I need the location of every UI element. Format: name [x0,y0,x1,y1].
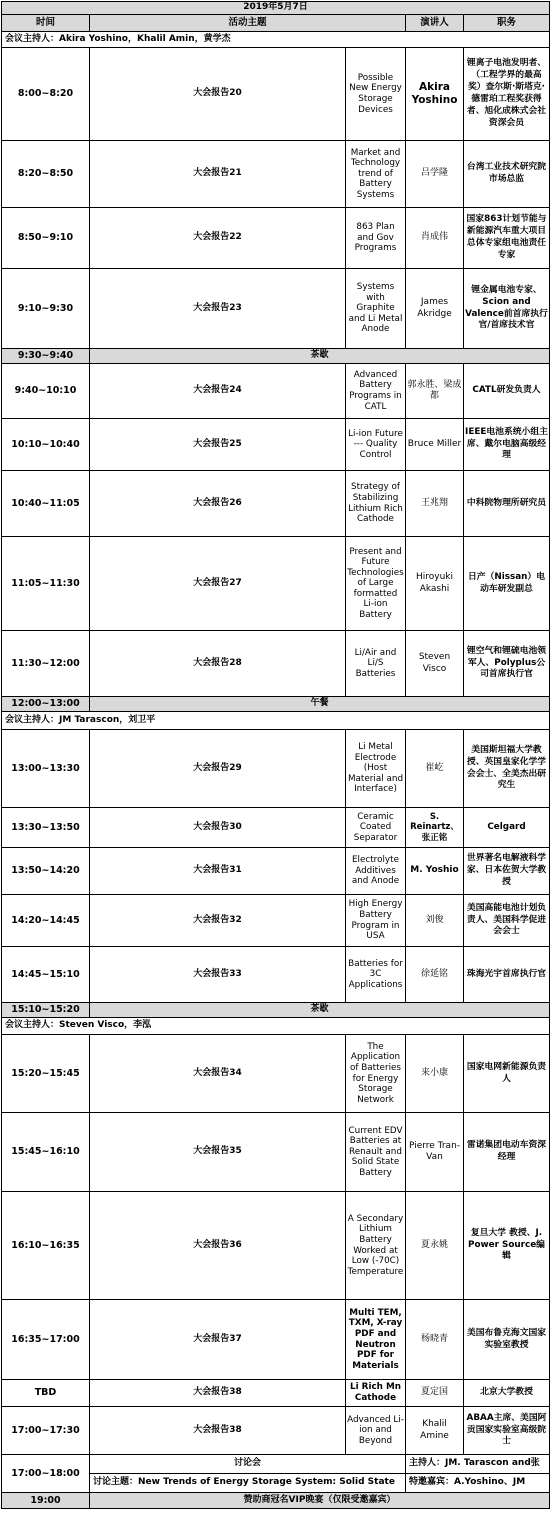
session-host-row [2,712,550,730]
talk-time: 11:30~12:00 [2,631,90,697]
talk-speaker: 崔屹 [406,730,464,808]
header-time: 时间 [2,15,90,32]
talk-time: 14:20~14:45 [2,895,90,947]
break-row [2,349,550,364]
talk-position: 珠海光宇首席执行官 [464,947,550,1003]
session-host: 会议主持人：Steven Visco，李泓 [2,1018,550,1035]
talk-topic: Strategy of Stabilizing Lithium Rich Cathode [346,471,406,537]
talk-row [2,471,550,537]
talk-position: ABAA主席、美国阿贡国家实验室高级院士 [464,1407,550,1455]
talk-topic: Li-ion Future --- Quality Control [346,419,406,471]
forum-theme: 讨论主题：New Trends of Energy Storage System: Solid State [90,1474,406,1493]
talk-position: 世界著名电解液科学家、日本佐贺大学教授 [464,848,550,895]
talk-report: 大会报告34 [90,1035,346,1113]
talk-row [2,808,550,848]
talk-row [2,1113,550,1192]
talk-speaker: S. Reinartz、张正铭 [406,808,464,848]
talk-position: 锂空气和锂硫电池领军人、Polyplus公司首席执行官 [464,631,550,697]
talk-topic: Advanced Battery Programs in CATL [346,364,406,419]
talk-row [2,1192,550,1300]
talk-time: 9:10~9:30 [2,269,90,349]
talk-row [2,141,550,208]
talk-time: 15:20~15:45 [2,1035,90,1113]
forum-time: 17:00~18:00 [2,1455,90,1493]
talk-row [2,419,550,471]
talk-report: 大会报告27 [90,537,346,631]
talk-speaker: Steven Visco [406,631,464,697]
break-time: 15:10~15:20 [2,1003,90,1018]
talk-topic: High Energy Battery Program in USA [346,895,406,947]
talk-position: 锂金属电池专家、Scion and Valence前首席执行官/首席技术官 [464,269,550,349]
talk-topic: Li/Air and Li/S Batteries [346,631,406,697]
talk-topic: The Application of Batteries for Energy Storage Network [346,1035,406,1113]
talk-time: 11:05~11:30 [2,537,90,631]
session-host-row [2,32,550,48]
talk-position: 日产（Nissan）电动车研发副总 [464,537,550,631]
dinner-row [2,1493,550,1509]
talk-position: 美国布鲁克海文国家实验室教授 [464,1300,550,1380]
talk-speaker: 徐延铭 [406,947,464,1003]
talk-topic: Current EDV Batteries at Renault and Solid State Battery [346,1113,406,1192]
talk-time: 8:20~8:50 [2,141,90,208]
talk-speaker: 肖成伟 [406,208,464,269]
talk-position: 国家电网新能源负责人 [464,1035,550,1113]
forum-host: 主持人：JM. Tarascon and张 [406,1455,550,1474]
forum-title: 讨论会 [90,1455,406,1474]
talk-report: 大会报告35 [90,1113,346,1192]
talk-row [2,895,550,947]
talk-row [2,1035,550,1113]
talk-report: 大会报告29 [90,730,346,808]
break-time: 9:30~9:40 [2,349,90,364]
talk-speaker: 刘俊 [406,895,464,947]
talk-position: 雷诺集团电动车资深经理 [464,1113,550,1192]
talk-speaker: Akira Yoshino [406,48,464,141]
talk-position: Celgard [464,808,550,848]
talk-position: 北京大学教授 [464,1380,550,1407]
talk-row [2,208,550,269]
break-label: 茶歇 [90,349,550,364]
talk-row [2,1407,550,1455]
session-host-row [2,1018,550,1035]
talk-report: 大会报告28 [90,631,346,697]
talk-position: 国家863计划节能与新能源汽车重大项目总体专家组电池责任专家 [464,208,550,269]
talk-topic: Ceramic Coated Separator [346,808,406,848]
talk-speaker: James Akridge [406,269,464,349]
talk-position: 中科院物理所研究员 [464,471,550,537]
talk-speaker: Hiroyuki Akashi [406,537,464,631]
talk-speaker: 吕学隆 [406,141,464,208]
session-host: 会议主持人：Akira Yoshino，Khalil Amin，黄学杰 [2,32,550,48]
talk-row [2,537,550,631]
talk-report: 大会报告31 [90,848,346,895]
talk-topic: Market and Technology trend of Battery Systems [346,141,406,208]
talk-report: 大会报告24 [90,364,346,419]
talk-speaker: Khalil Amine [406,1407,464,1455]
talk-time: 10:40~11:05 [2,471,90,537]
talk-position: 美国斯坦福大学教授、英国皇家化学学会会士、全美杰出研究生 [464,730,550,808]
talk-report: 大会报告33 [90,947,346,1003]
break-row [2,1003,550,1018]
talk-time: 16:10~16:35 [2,1192,90,1300]
talk-topic: Possible New Energy Storage Devices [346,48,406,141]
talk-row [2,48,550,141]
talk-position: 复旦大学 教授、J. Power Source编辑 [464,1192,550,1300]
talk-row [2,269,550,349]
talk-time: TBD [2,1380,90,1407]
dinner-label: 赞助商冠名VIP晚宴（仅限受邀嘉宾） [90,1493,550,1509]
talk-speaker: 王兆翔 [406,471,464,537]
talk-report: 大会报告38 [90,1380,346,1407]
talk-position: CATL研发负责人 [464,364,550,419]
talk-time: 8:50~9:10 [2,208,90,269]
talk-report: 大会报告30 [90,808,346,848]
talk-time: 8:00~8:20 [2,48,90,141]
talk-time: 10:10~10:40 [2,419,90,471]
talk-time: 13:50~14:20 [2,848,90,895]
header-topic: 活动主题 [90,15,406,32]
talk-report: 大会报告21 [90,141,346,208]
talk-position: 台湾工业技术研究院市场总监 [464,141,550,208]
talk-topic: Li Rich Mn Cathode [346,1380,406,1407]
talk-time: 17:00~17:30 [2,1407,90,1455]
talk-report: 大会报告22 [90,208,346,269]
talk-time: 13:00~13:30 [2,730,90,808]
date-row [2,2,550,15]
break-label: 午餐 [90,697,550,712]
header-position: 职务 [464,15,550,32]
talk-time: 9:40~10:10 [2,364,90,419]
talk-topic: Present and Future Technologies of Large formatted Li-ion Battery [346,537,406,631]
talk-row [2,947,550,1003]
forum-guests: 特邀嘉宾：A.Yoshino、JM [406,1474,550,1493]
forum-row [2,1455,550,1474]
talk-report: 大会报告36 [90,1192,346,1300]
talk-topic: Electrolyte Additives and Anode [346,848,406,895]
talk-topic: Li Metal Electrode (Host Material and Interface) [346,730,406,808]
dinner-time: 19:00 [2,1493,90,1509]
talk-speaker: 来小康 [406,1035,464,1113]
talk-report: 大会报告32 [90,895,346,947]
talk-topic: Multi TEM, TXM, X-ray PDF and Neutron PDF for Materials [346,1300,406,1380]
talk-topic: Batteries for 3C Applications [346,947,406,1003]
header-row [2,15,550,32]
talk-topic: Systems with Graphite and Li Metal Anode [346,269,406,349]
talk-report: 大会报告26 [90,471,346,537]
talk-speaker: 郭永胜、梁成都 [406,364,464,419]
talk-speaker: 杨晓青 [406,1300,464,1380]
talk-topic: A Secondary Lithium Battery Worked at Low (-70C) Temperature [346,1192,406,1300]
talk-time: 15:45~16:10 [2,1113,90,1192]
session-host: 会议主持人：JM Tarascon，刘卫平 [2,712,550,730]
talk-row [2,1380,550,1407]
talk-position: 美国高能电池计划负责人、美国科学促进会会士 [464,895,550,947]
talk-report: 大会报告23 [90,269,346,349]
talk-row [2,848,550,895]
talk-report: 大会报告25 [90,419,346,471]
talk-row [2,1300,550,1380]
talk-speaker: Bruce Miller [406,419,464,471]
talk-speaker: 夏定国 [406,1380,464,1407]
talk-report: 大会报告20 [90,48,346,141]
talk-topic: 863 Plan and Gov Programs [346,208,406,269]
break-time: 12:00~13:00 [2,697,90,712]
schedule-date: 2019年5月7日 [2,2,550,15]
break-label: 茶歇 [90,1003,550,1018]
talk-report: 大会报告38 [90,1407,346,1455]
talk-time: 13:30~13:50 [2,808,90,848]
talk-time: 14:45~15:10 [2,947,90,1003]
talk-row [2,730,550,808]
talk-position: IEEE电池系统小组主席、戴尔电脑高级经理 [464,419,550,471]
talk-row [2,631,550,697]
talk-topic: Advanced Li-ion and Beyond [346,1407,406,1455]
talk-report: 大会报告37 [90,1300,346,1380]
talk-row [2,364,550,419]
talk-speaker: 夏永姚 [406,1192,464,1300]
talk-speaker: Pierre Tran-Van [406,1113,464,1192]
header-speaker: 演讲人 [406,15,464,32]
schedule-table [1,1,550,1509]
talk-speaker: M. Yoshio [406,848,464,895]
break-row [2,697,550,712]
talk-time: 16:35~17:00 [2,1300,90,1380]
talk-position: 锂离子电池发明者、（工程学界的最高奖）查尔斯·斯塔克·德雷珀工程奖获得者、旭化成株式会社资深会员 [464,48,550,141]
